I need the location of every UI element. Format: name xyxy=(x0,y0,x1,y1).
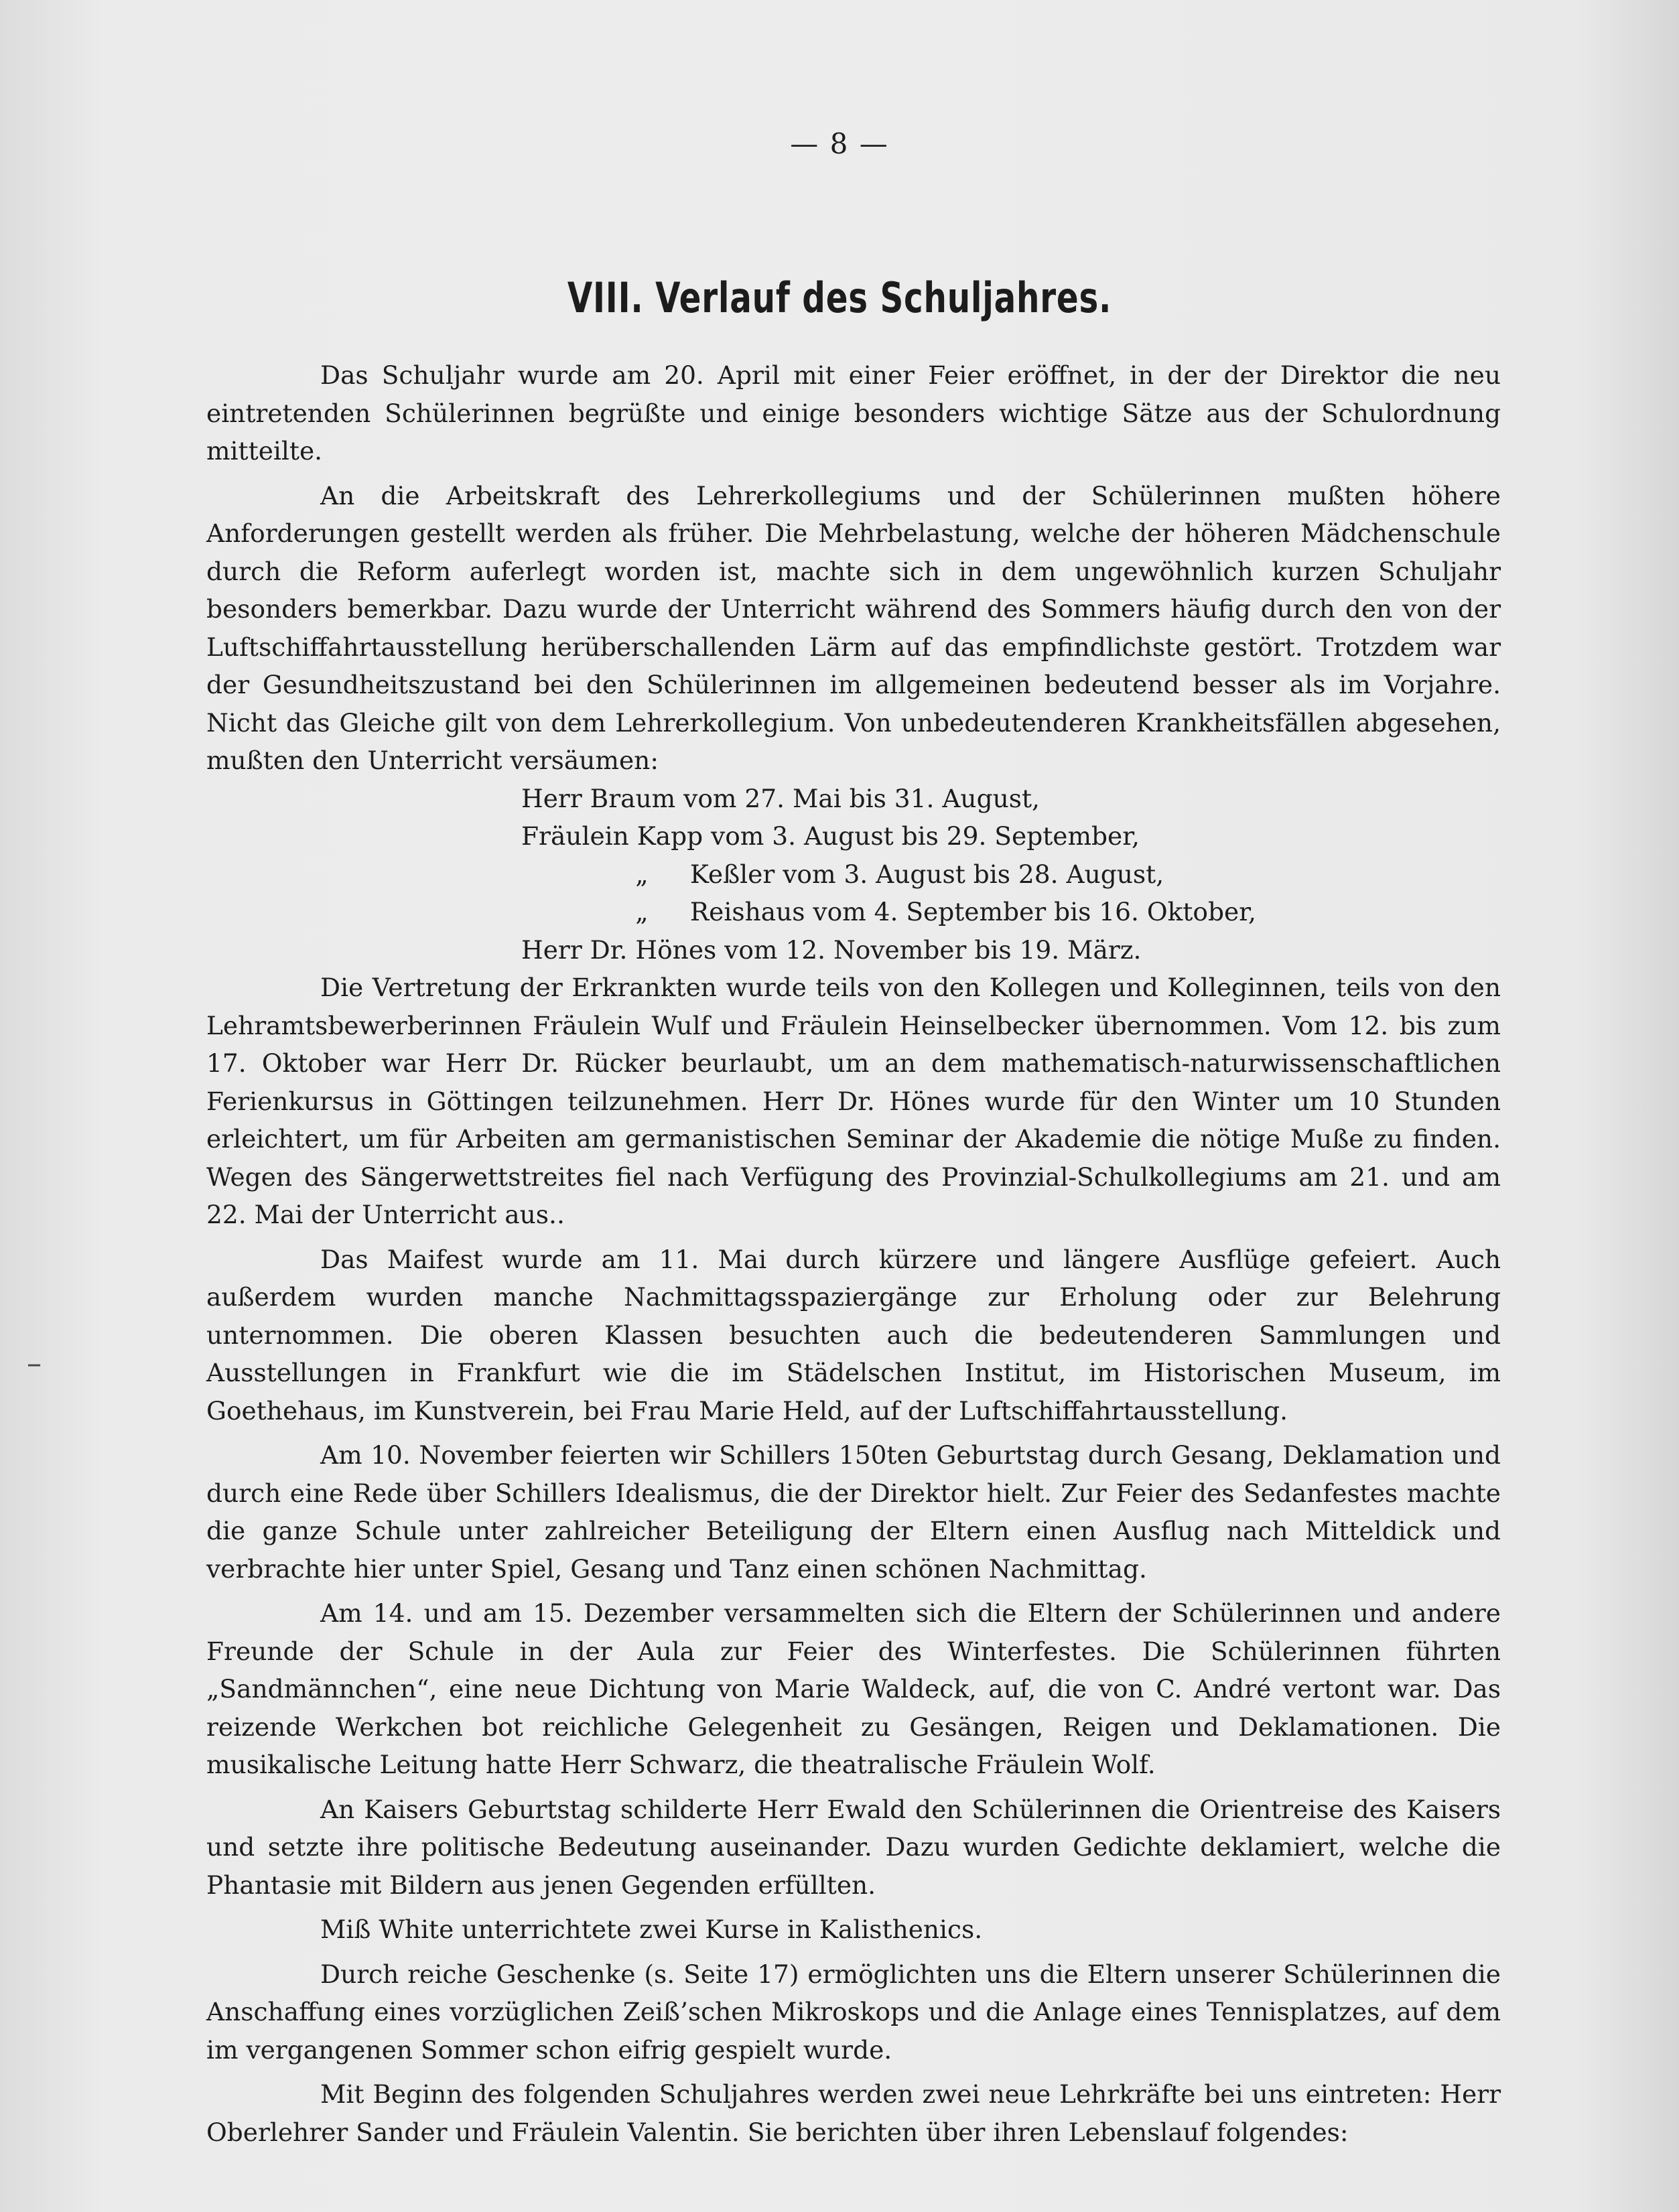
absence-row xyxy=(521,780,1501,818)
absence-row xyxy=(521,893,1501,931)
paragraph: Das Schuljahr wurde am 20. April mit einer Feier eröffnet, in der der Direktor die neu eintretenden Schülerinnen begrüßte und einige besonders wichtige Sätze aus der Schulordnung mitteilte. xyxy=(206,360,1501,466)
absence-title: Herr xyxy=(521,935,582,965)
ditto-mark: „ xyxy=(635,859,649,889)
page-number: — 8 — xyxy=(790,127,889,160)
paragraph: An die Arbeitskraft des Lehrerkollegiums und der Schülerinnen mußten höhere Anforderungen gestellt werden als früher. Die Mehrbelastung, welche der höheren Mädchenschule durch die Reform auferlegt worden ist, machte sich in dem ungewöhnlich kurzen Schuljahr besonders bemerkbar. Dazu wurde der Unterricht während des Sommers häufig durch den von der Luftschiffahrtausstellung herüberschallenden Lärm auf das empfindlichste gestört. Trotzdem war der Gesundheitszustand bei den Schülerinnen im allgemeinen bedeutend besser als im Vorjahre. Nicht das Gleiche gilt von dem Lehrerkollegium. Von unbedeutenderen Krankheitsfällen abgesehen, mußten den Unterricht versäumen: xyxy=(206,480,1501,775)
absence-title: Herr xyxy=(521,783,582,813)
absence-text: Reishaus vom 4. September bis 16. Oktober, xyxy=(689,897,1256,926)
paragraph: Die Vertretung der Erkrankten wurde teils von den Kollegen und Kolleginnen, teils von den Lehramtsbewerberinnen Fräulein Wulf und Fräulein Heinselbecker übernommen. Vom 12. bis zum 17. Oktober war Herr Dr. Rücker beurlaubt, um an dem mathematisch-naturwissenschaftlichen Ferienkursus in Göttingen teilzunehmen. Herr Dr. Hönes wurde für den Winter um 10 Stunden erleichtert, um für Arbeiten am germanistischen Seminar der Akademie die nötige Muße zu finden. Wegen des Sängerwettstreites fiel nach Verfügung des Provinzial-Schulkollegiums am 21. und am 22. Mai der Unterricht aus.. xyxy=(206,973,1501,1229)
paragraph: Das Maifest wurde am 11. Mai durch kürzere und längere Ausflüge gefeiert. Auch außerdem wurden manche Nachmittagsspaziergänge zur Erholung oder zur Belehrung unternommen. Die oberen Klassen besuchten auch die bedeutenderen Sammlungen und Ausstellungen in Frankfurt wie die im Städelschen Institut, im Historischen Museum, im Goethehaus, im Kunstverein, bei Frau Marie Held, auf der Luftschiffahrtausstellung. xyxy=(206,1244,1501,1426)
section-heading: VIII. Verlauf des Schuljahres. xyxy=(567,273,1112,322)
absence-text: Keßler vom 3. August bis 28. August, xyxy=(689,859,1164,889)
document-body xyxy=(206,356,1501,2151)
paragraph: Miß White unterrichtete zwei Kurse in Kalisthenics. xyxy=(320,1915,983,1944)
paragraph: Am 10. November feierten wir Schillers 150ten Geburtstag durch Gesang, Deklamation und durch eine Rede über Schillers Idealismus, die der Direktor hielt. Zur Feier des Sedanfestes machte die ganze Schule unter zahlreicher Beteiligung der Eltern einen Ausflug nach Mitteldick und verbrachte hier unter Spiel, Gesang und Tanz einen schönen Nachmittag. xyxy=(206,1440,1501,1584)
absence-title: Fräulein xyxy=(521,821,629,851)
absence-row xyxy=(521,855,1501,894)
paragraph: Mit Beginn des folgenden Schuljahres werden zwei neue Lehrkräfte bei uns eintreten: Herr Oberlehrer Sander und Fräulein Valentin. Sie berichten über ihren Lebenslauf folgendes: xyxy=(206,2079,1501,2147)
ditto-mark: „ xyxy=(635,897,649,926)
absence-row xyxy=(521,817,1501,855)
absence-list xyxy=(206,780,1501,969)
absence-text: Kapp vom 3. August bis 29. September, xyxy=(636,821,1140,851)
margin-dash-mark: – xyxy=(27,1346,42,1381)
paragraph: Durch reiche Geschenke (s. Seite 17) ermöglichten uns die Eltern unserer Schülerinnen die Anschaffung eines vorzüglichen Zeiß’schen Mikroskops und die Anlage eines Tennisplatzes, auf dem im vergangenen Sommer schon eifrig gespielt wurde. xyxy=(206,1959,1501,2065)
paragraph: Am 14. und am 15. Dezember versammelten sich die Eltern der Schülerinnen und andere Freunde der Schule in der Aula zur Feier des Winterfestes. Die Schülerinnen führten „Sandmännchen“, eine neue Dichtung von Marie Waldeck, auf, die von C. André vertont war. Das reizende Werkchen bot reichliche Gelegenheit zu Gesängen, Reigen und Deklamationen. Die musikalische Leitung hatte Herr Schwarz, die theatralische Fräulein Wolf. xyxy=(206,1598,1501,1779)
absence-text: Dr. Hönes vom 12. November bis 19. März. xyxy=(590,935,1142,965)
absence-row xyxy=(521,931,1501,969)
paragraph: An Kaisers Geburtstag schilderte Herr Ewald den Schülerinnen die Orientreise des Kaisers und setzte ihre politische Bedeutung auseinander. Dazu wurden Gedichte deklamiert, welche die Phantasie mit Bildern aus jenen Gegenden erfüllten. xyxy=(206,1794,1501,1900)
absence-text: Braum vom 27. Mai bis 31. August, xyxy=(590,783,1040,813)
